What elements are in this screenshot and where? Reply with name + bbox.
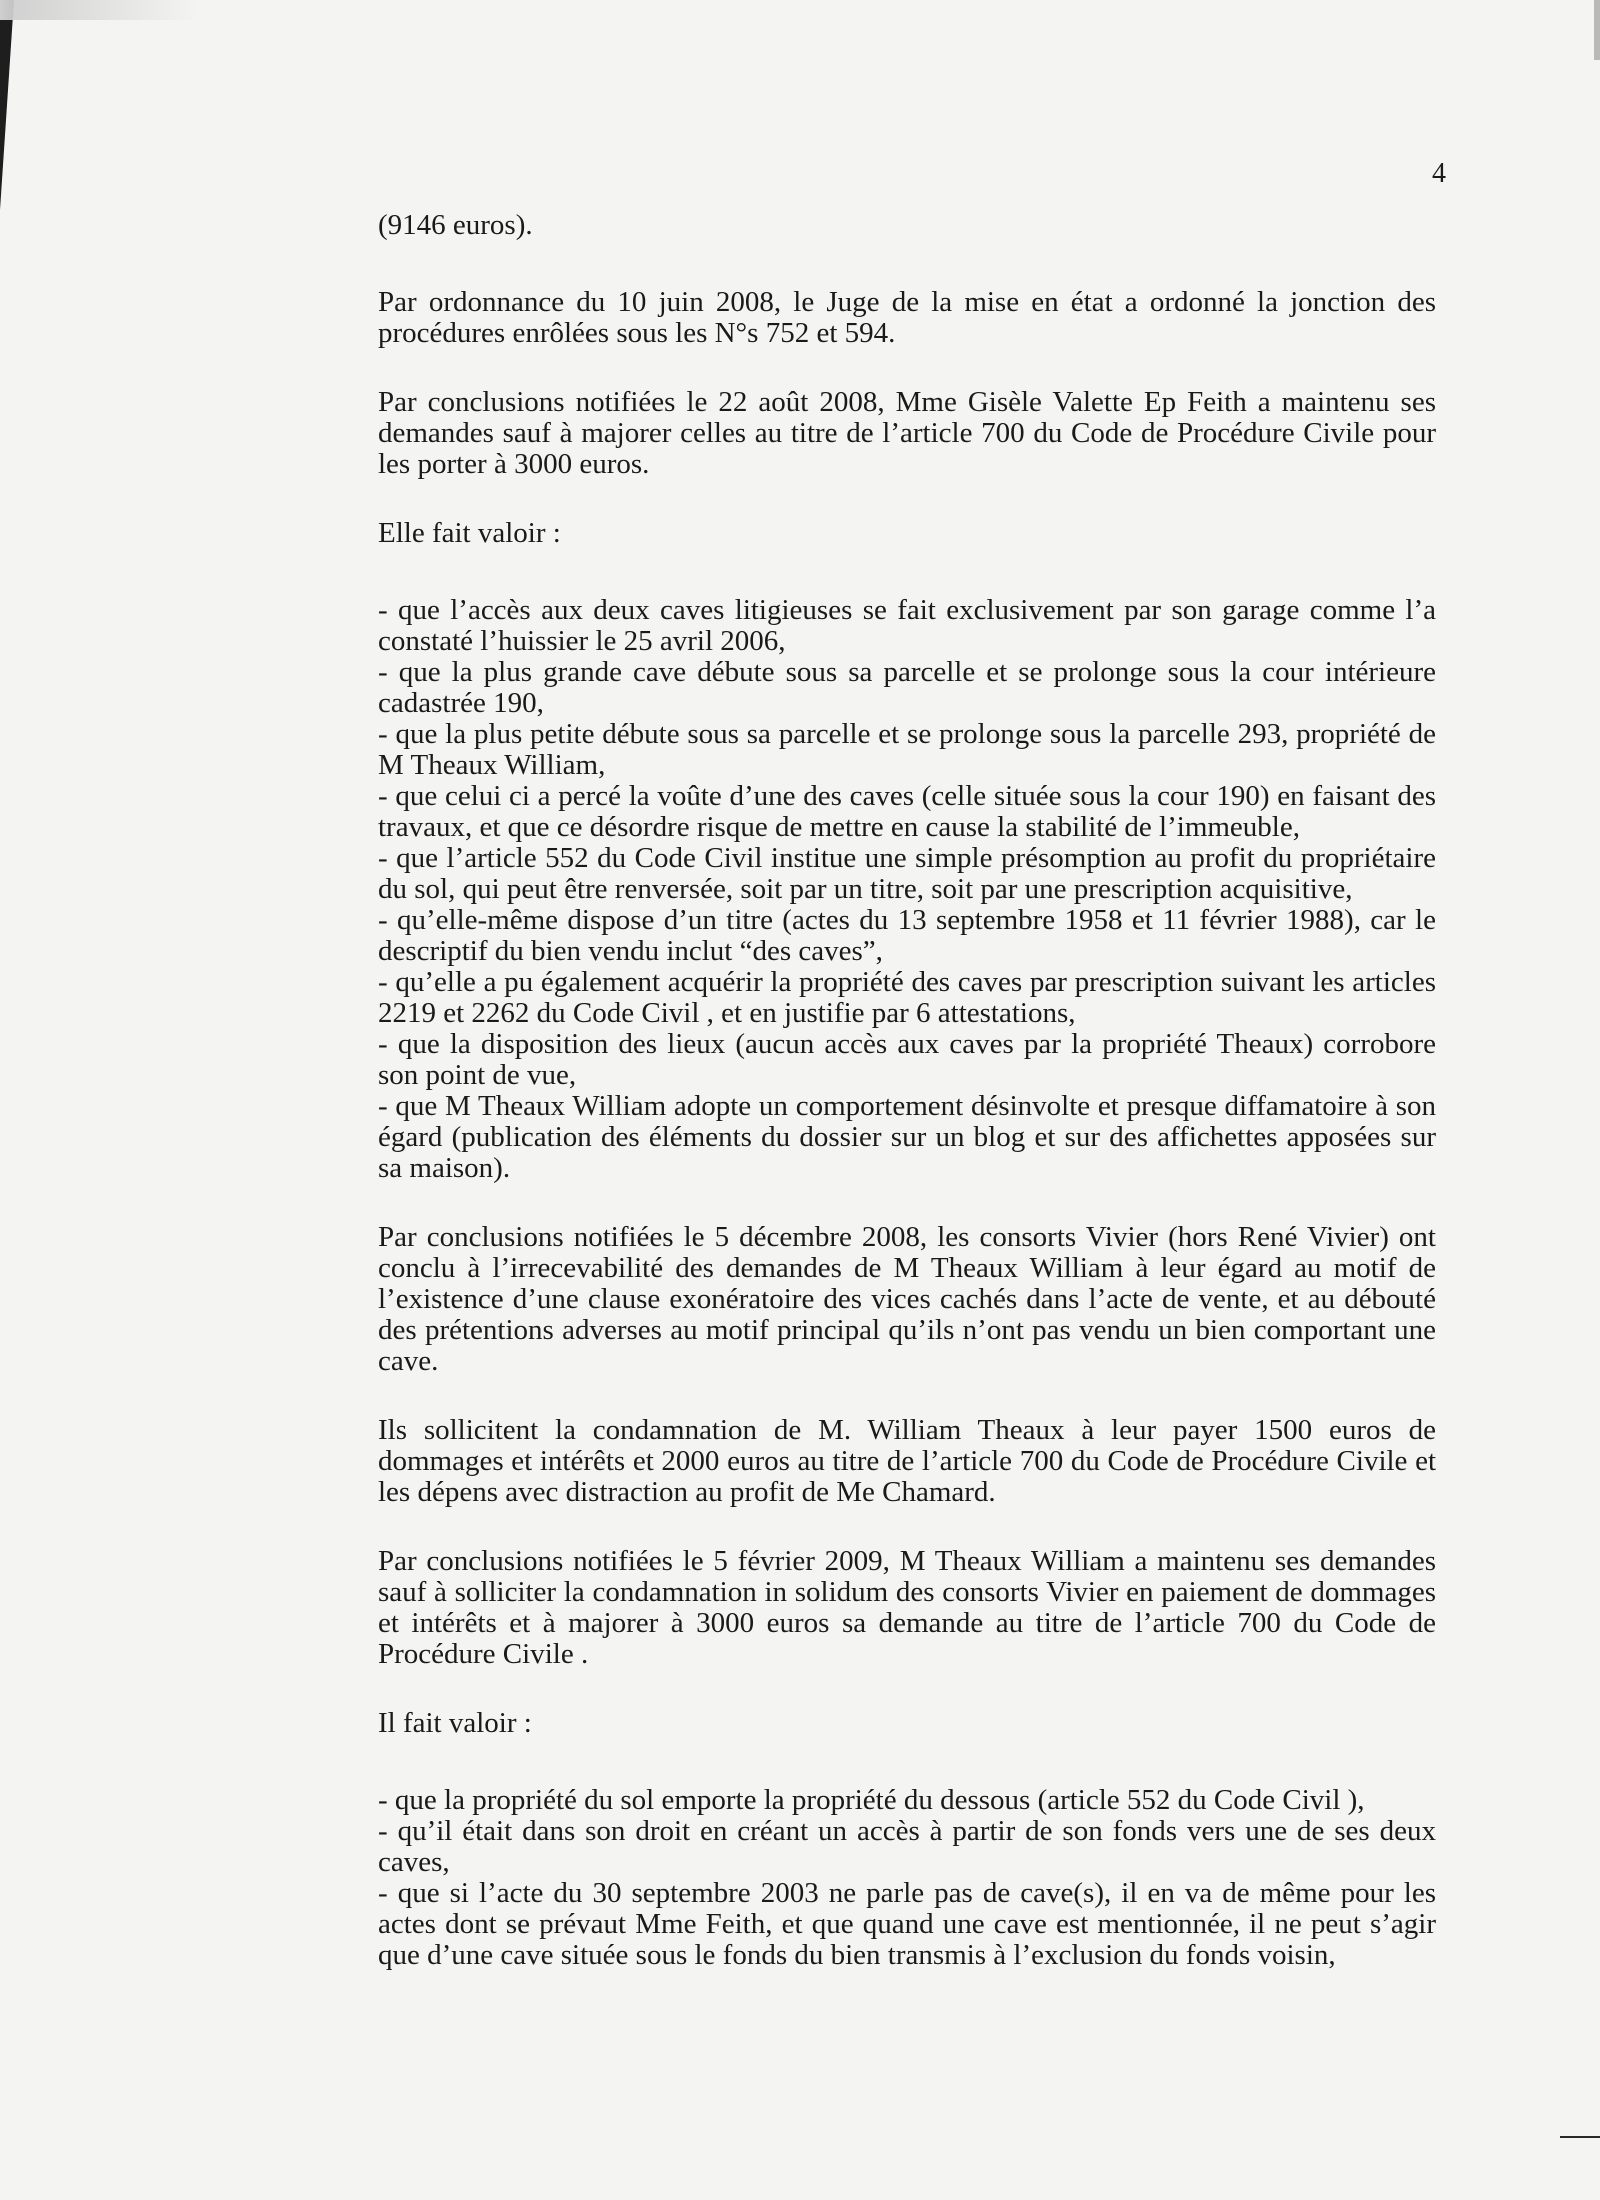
scan-edge-mark	[1594, 0, 1600, 60]
scan-shadow-top	[0, 0, 200, 20]
paragraph-conclusions-theaux: Par conclusions notifiées le 5 février 2009, M Theaux William a maintenu ses demandes sauf à solliciter la condamnation in solidum des consorts Vivier en paiement de dommages et intérêts et à majorer à 3000 euros sa demande au titre de l’article 700 du Code de Procédure Civile .	[378, 1545, 1436, 1670]
list-item: - que la plus grande cave débute sous sa parcelle et se prolonge sous la cour intérieure cadastrée 190,	[378, 656, 1436, 719]
paragraph-il-fait-valoir: Il fait valoir :	[378, 1707, 532, 1739]
document-body	[378, 210, 1436, 1971]
scan-shadow-corner	[0, 0, 14, 210]
paragraph-conclusions-vivier: Par conclusions notifiées le 5 décembre 2008, les consorts Vivier (hors René Vivier) ont conclu à l’irrecevabilité des demandes de M Theaux William à leur égard au motif de l’existence d’une clause exonératoire des vices cachés dans l’acte de vente, et au débouté des prétentions adverses au motif principal qu’ils n’ont pas vendu un bien comportant une cave.	[378, 1221, 1436, 1377]
list-item: - qu’elle-même dispose d’un titre (actes du 13 septembre 1958 et 11 février 1988), car le descriptif du bien vendu inclut “des caves”,	[378, 904, 1436, 967]
page-number: 4	[1432, 158, 1446, 189]
paragraph-conclusions-feith: Par conclusions notifiées le 22 août 2008, Mme Gisèle Valette Ep Feith a maintenu ses demandes sauf à majorer celles au titre de l’article 700 du Code de Procédure Civile pour les porter à 3000 euros.	[378, 386, 1436, 480]
list-item: - que la disposition des lieux (aucun accès aux caves par la propriété Theaux) corrobore son point de vue,	[378, 1028, 1436, 1091]
list-item: - que celui ci a percé la voûte d’une des caves (celle située sous la cour 190) en faisant des travaux, et que ce désordre risque de mettre en cause la stabilité de l’immeuble,	[378, 780, 1436, 843]
list-item: - que l’accès aux deux caves litigieuses se fait exclusivement par son garage comme l’a constaté l’huissier le 25 avril 2006,	[378, 594, 1436, 657]
list-item: - que M Theaux William adopte un comportement désinvolte et presque diffamatoire à son égard (publication des éléments du dossier sur un blog et sur des affichettes apposées sur sa maison).	[378, 1090, 1436, 1184]
list-item: - qu’il était dans son droit en créant un accès à partir de son fonds vers une de ses deux caves,	[378, 1815, 1436, 1878]
list-item: - que si l’acte du 30 septembre 2003 ne parle pas de cave(s), il en va de même pour les actes dont se prévaut Mme Feith, et que quand une cave est mentionnée, il ne peut s’agir que d’une cave située sous le fonds du bien transmis à l’exclusion du fonds voisin,	[378, 1877, 1436, 1971]
list-item: - que l’article 552 du Code Civil institue une simple présomption au profit du propriétaire du sol, qui peut être renversée, soit par un titre, soit par une prescription acquisitive,	[378, 842, 1436, 905]
list-item: - que la plus petite débute sous sa parcelle et se prolonge sous la parcelle 293, propriété de M Theaux William,	[378, 718, 1436, 781]
paragraph-amount: (9146 euros).	[378, 209, 533, 241]
paragraph-elle-fait-valoir: Elle fait valoir :	[378, 517, 561, 549]
list-item: - que la propriété du sol emporte la propriété du dessous (article 552 du Code Civil ),	[378, 1784, 1365, 1816]
scan-edge-line	[1560, 2136, 1600, 2138]
list-item: - qu’elle a pu également acquérir la propriété des caves par prescription suivant les articles 2219 et 2262 du Code Civil , et en justifie par 6 attestations,	[378, 966, 1436, 1029]
paragraph-ordonnance: Par ordonnance du 10 juin 2008, le Juge de la mise en état a ordonné la jonction des procédures enrôlées sous les N°s 752 et 594.	[378, 286, 1436, 349]
paragraph-sollicitent: Ils sollicitent la condamnation de M. William Theaux à leur payer 1500 euros de dommages et intérêts et 2000 euros au titre de l’article 700 du Code de Procédure Civile et les dépens avec distraction au profit de Me Chamard.	[378, 1414, 1436, 1508]
